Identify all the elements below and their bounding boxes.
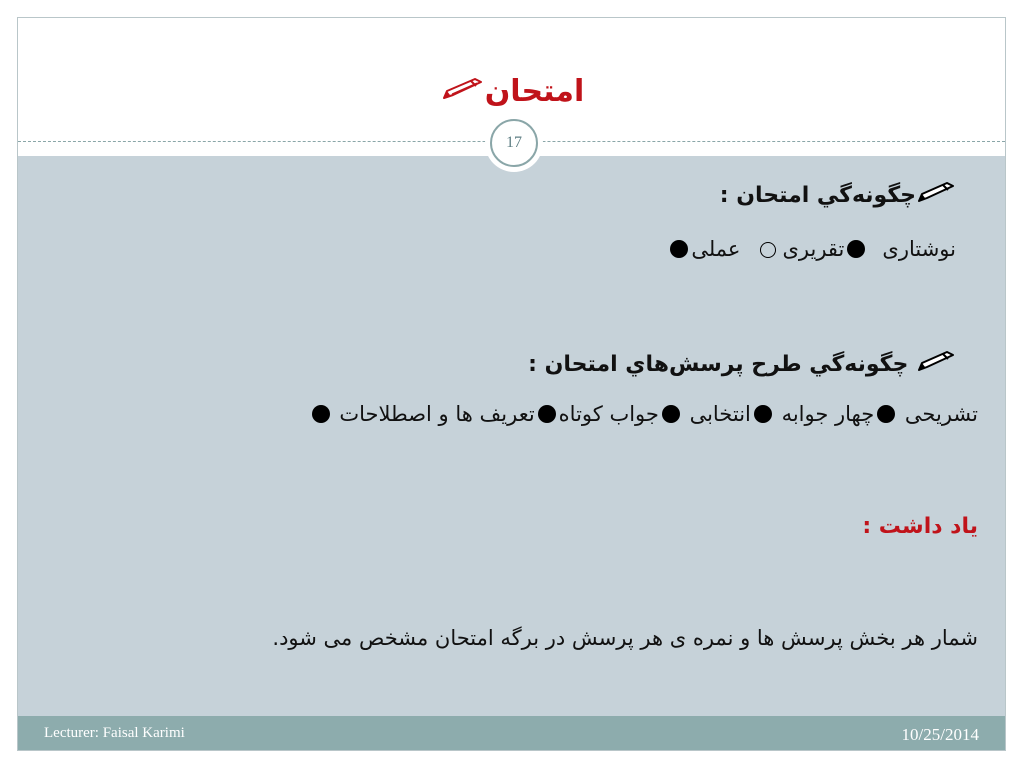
exam-type-heading-text: چگونه‌گي امتحان : [719, 183, 916, 208]
filled-circle-bullet-icon [662, 405, 680, 423]
list-item: انتخابی [689, 402, 751, 426]
filled-circle-bullet-icon [538, 405, 556, 423]
list-item: تقریری [782, 237, 845, 261]
list-item: نوشتاری [882, 237, 956, 261]
filled-circle-bullet-icon [847, 240, 865, 258]
question-type-list [309, 402, 978, 426]
question-design-heading [528, 350, 956, 380]
note-heading: یاد داشت : [862, 514, 978, 539]
pen-icon [441, 75, 485, 110]
filled-circle-bullet-icon [877, 405, 895, 423]
exam-type-heading [720, 181, 956, 211]
list-item: جواب کوتاه [558, 402, 659, 426]
list-item: عملی [691, 237, 741, 261]
slide-date: 10/25/2014 [901, 725, 979, 744]
pen-icon [916, 181, 956, 211]
slide-title [18, 74, 1005, 110]
question-design-heading-text: چگونه‌گي طرح پرسش‌هاي امتحان : [528, 352, 909, 377]
page-number: 17 [506, 134, 522, 151]
list-item: چهار جوابه [781, 402, 875, 426]
lecturer-name: Lecturer: Faisal Karimi [44, 725, 185, 741]
filled-circle-bullet-icon [670, 240, 688, 258]
note-text: شمار هر بخش پرسش ها و نمره ی هر پرسش در برگه امتحان مشخص می شود. [272, 626, 978, 650]
filled-circle-bullet-icon [754, 405, 772, 423]
exam-type-list [667, 237, 956, 261]
hollow-circle-bullet-icon [760, 242, 776, 258]
pen-icon [916, 350, 956, 380]
list-item: تشریحی [904, 402, 978, 426]
list-item: تعریف ها و اصطلاحات [339, 402, 535, 426]
filled-circle-bullet-icon [312, 405, 330, 423]
slide-title-text: امتحان [484, 74, 585, 109]
slide-footer [18, 716, 1005, 750]
page-number-badge [485, 114, 543, 172]
